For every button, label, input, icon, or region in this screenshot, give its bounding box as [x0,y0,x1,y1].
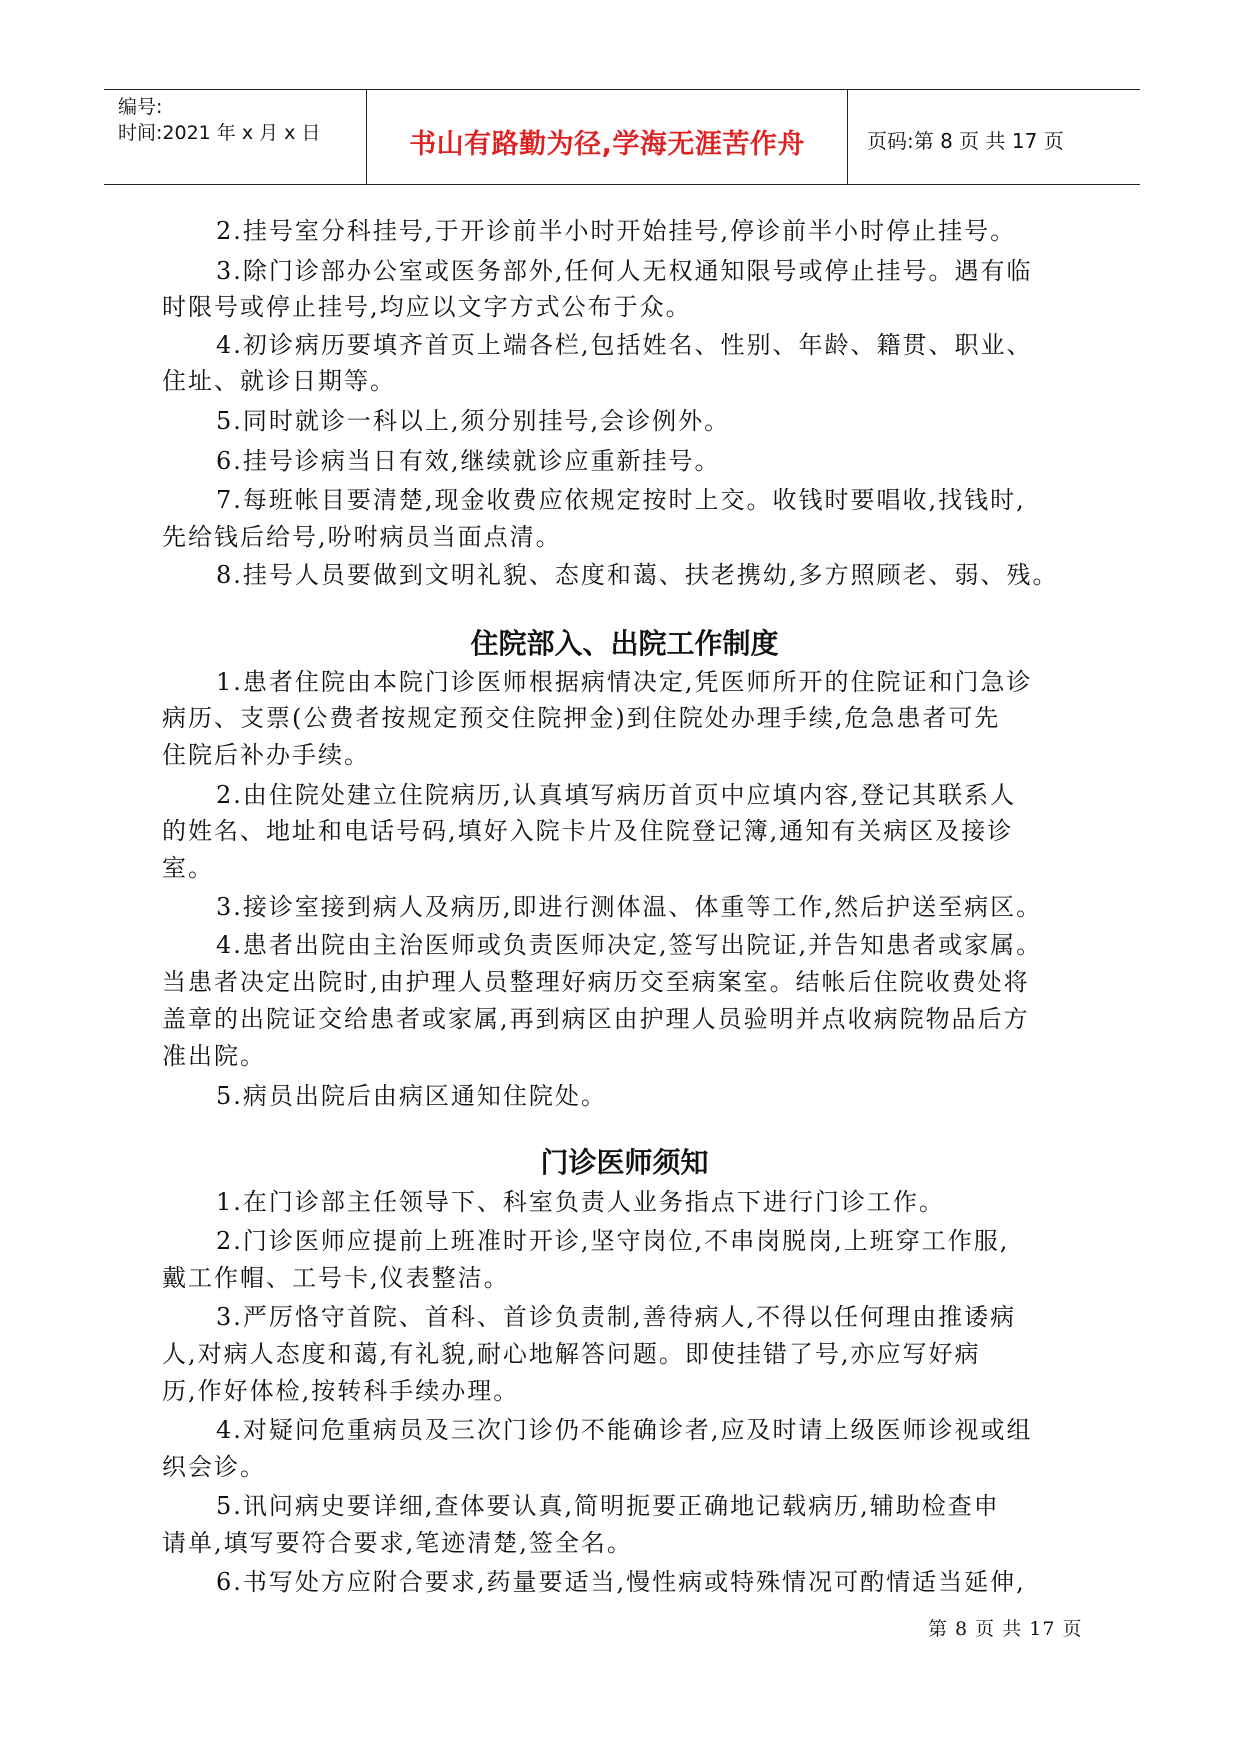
paragraph-line: 先给钱后给号,吩咐病员当面点清。 [162,523,562,551]
document-number-label: 编号: [118,96,163,118]
paragraph-line: 当患者决定出院时,由护理人员整理好病历交至病案室。结帐后住院收费处将 [162,968,1030,996]
paragraph-line: 2.门诊医师应提前上班准时开诊,坚守岗位,不串岗脱岗,上班穿工作服, [216,1227,1010,1255]
paragraph-line: 请单,填写要符合要求,笔迹清楚,签全名。 [162,1529,633,1557]
paragraph-line: 3.除门诊部办公室或医务部外,任何人无权通知限号或停止挂号。遇有临 [216,257,1033,285]
document-time-label: 时间:2021 年 x 月 x 日 [118,122,321,144]
paragraph-line: 住址、就诊日期等。 [162,367,396,395]
page-footer-number: 第 8 页 共 17 页 [928,1618,1083,1640]
paragraph-line: 1.在门诊部主任领导下、科室负责人业务指点下进行门诊工作。 [216,1188,945,1216]
paragraph-line: 5.同时就诊一科以上,须分别挂号,会诊例外。 [216,407,731,435]
paragraph-line: 历,作好体检,按转科手续办理。 [162,1377,520,1405]
header-page-number: 页码:第 8 页 共 17 页 [867,129,1064,153]
paragraph-line: 2.由住院处建立住院病历,认真填写病历首页中应填内容,登记其联系人 [216,781,1017,809]
paragraph-line: 准出院。 [162,1042,266,1070]
header-page-cell [849,90,1140,184]
paragraph-line: 1.患者住院由本院门诊医师根据病情决定,凭医师所开的住院证和门急诊 [216,668,1033,696]
paragraph-line: 时限号或停止挂号,均应以文字方式公布于众。 [162,293,692,321]
paragraph-line: 6.挂号诊病当日有效,继续就诊应重新挂号。 [216,447,721,475]
header-motto: 书山有路勤为径,学海无涯苦作舟 [409,129,805,160]
paragraph-line: 住院后补办手续。 [162,741,370,769]
paragraph-line: 6.书写处方应附合要求,药量要适当,慢性病或特殊情况可酌情适当延伸, [216,1568,1026,1596]
section-heading: 门诊医师须知 [540,1146,709,1179]
paragraph-line: 人,对病人态度和蔼,有礼貌,耐心地解答问题。即使挂错了号,亦应写好病 [162,1340,981,1368]
header-meta-cell [104,90,367,184]
paragraph-line: 4.患者出院由主治医师或负责医师决定,签写出院证,并告知患者或家属。 [216,931,1043,959]
paragraph-line: 病历、支票(公费者按规定预交住院押金)到住院处办理手续,危急患者可先 [162,704,1001,732]
paragraph-line: 盖章的出院证交给患者或家属,再到病区由护理人员验明并点收病院物品后方 [162,1005,1030,1033]
paragraph-line: 4.对疑问危重病员及三次门诊仍不能确诊者,应及时请上级医师诊视或组 [216,1416,1033,1444]
paragraph-line: 5.讯问病史要详细,查体要认真,简明扼要正确地记载病历,辅助检查申 [216,1492,1000,1520]
paragraph-line: 戴工作帽、工号卡,仪表整洁。 [162,1264,510,1292]
paragraph-line: 5.病员出院后由病区通知住院处。 [216,1082,607,1110]
paragraph-line: 2.挂号室分科挂号,于开诊前半小时开始挂号,停诊前半小时停止挂号。 [216,217,1017,245]
paragraph-line: 7.每班帐目要清楚,现金收费应依规定按时上交。收钱时要唱收,找钱时, [216,486,1026,514]
page-header [104,89,1140,185]
paragraph-line: 8.挂号人员要做到文明礼貌、态度和蔼、扶老携幼,多方照顾老、弱、残。 [216,561,1059,589]
paragraph-line: 室。 [162,854,214,882]
paragraph-line: 织会诊。 [162,1453,266,1481]
paragraph-line: 的姓名、地址和电话号码,填好入院卡片及住院登记簿,通知有关病区及接诊 [162,817,1014,845]
paragraph-line: 3.严厉恪守首院、首科、首诊负责制,善待病人,不得以任何理由推诿病 [216,1303,1017,1331]
paragraph-line: 4.初诊病历要填齐首页上端各栏,包括姓名、性别、年龄、籍贯、职业、 [216,331,1033,359]
paragraph-line: 3.接诊室接到病人及病历,即进行测体温、体重等工作,然后护送至病区。 [216,893,1043,921]
header-motto-cell [367,90,848,184]
section-heading: 住院部入、出院工作制度 [470,627,779,660]
